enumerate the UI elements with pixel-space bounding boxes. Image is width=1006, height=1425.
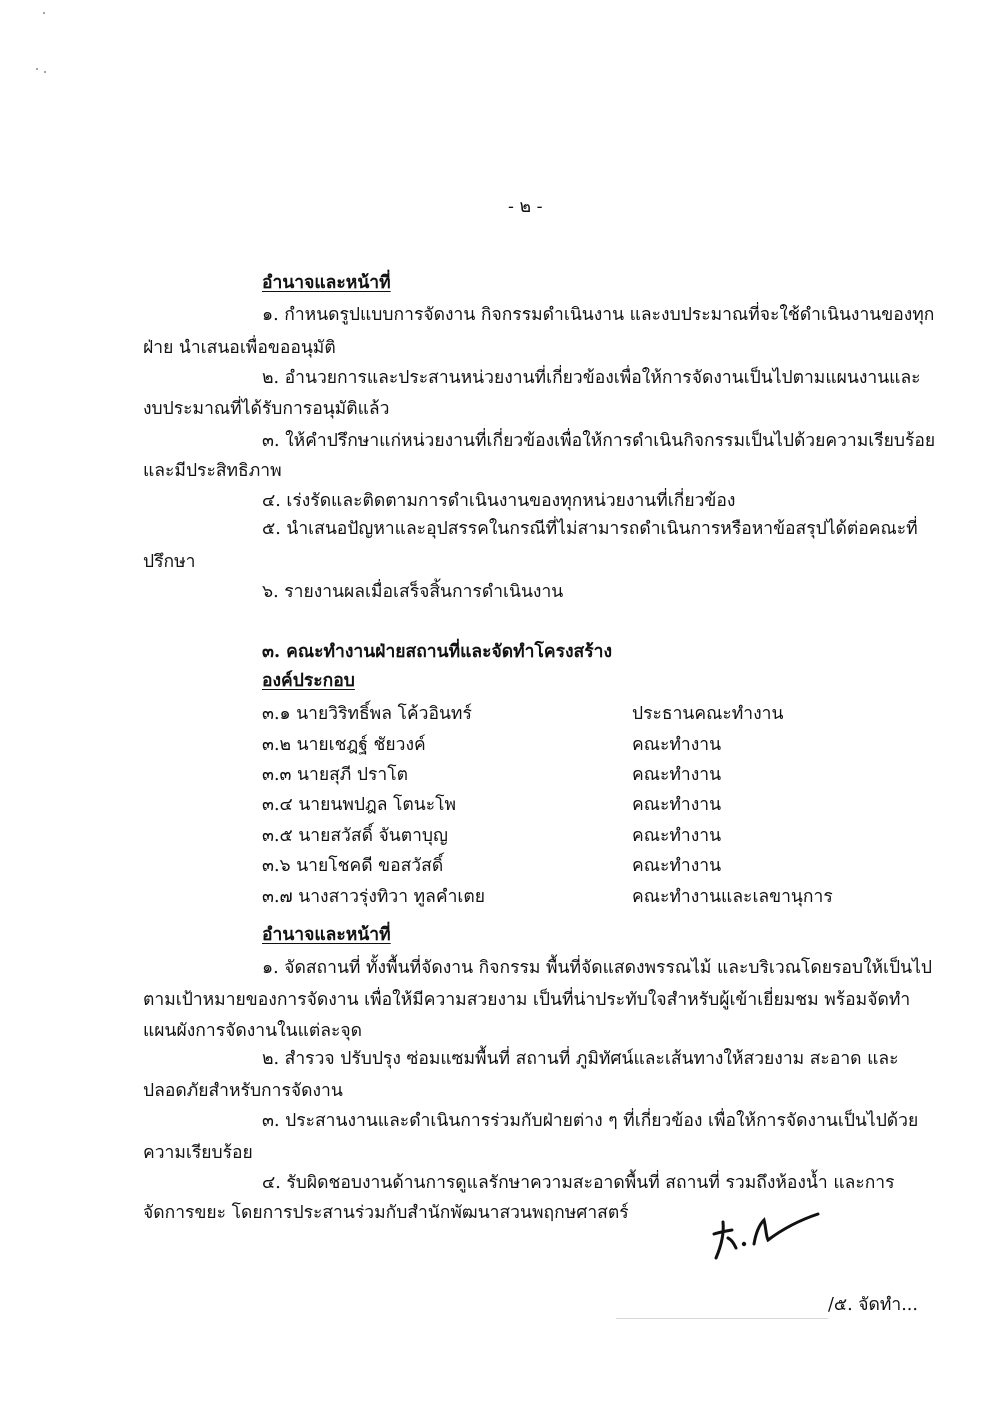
continuation-note: /๕. จัดทำ...: [828, 1295, 918, 1315]
member-role: คณะทำงาน: [632, 795, 722, 815]
s3-duty-1: ๑. จัดสถานที่ ทั้งพื้นที่จัดงาน กิจกรรม พื้นที่จัดแสดงพรรณไม้ และบริเวณโดยรอบให้เป็นไป: [262, 958, 933, 978]
s3-duty-1-cont: แผนผังการจัดงานในแต่ละจุด: [143, 1021, 362, 1041]
scan-speck: [44, 71, 46, 73]
handwritten-signature: [706, 1210, 824, 1266]
duty-item-6: ๖. รายงานผลเมื่อเสร็จสิ้นการดำเนินงาน: [262, 582, 564, 602]
duty-item-2-cont: งบประมาณที่ได้รับการอนุมัติแล้ว: [143, 399, 390, 419]
s3-duty-3: ๓. ประสานงานและดำเนินการร่วมกับฝ่ายต่าง ๆ ที่เกี่ยวข้อง เพื่อให้การจัดงานเป็นไปด้วย: [262, 1111, 919, 1131]
member-role: คณะทำงานและเลขานุการ: [632, 887, 833, 907]
member-name: ๓.๓ นายสุภี ปราโต: [262, 765, 408, 785]
duty-item-5-cont: ปรึกษา: [143, 552, 196, 572]
section2-duties-heading: อำนาจและหน้าที่: [262, 273, 391, 293]
composition-heading: องค์ประกอบ: [262, 671, 355, 691]
signature-line: [616, 1318, 828, 1319]
s3-duty-2: ๒. สำรวจ ปรับปรุง ซ่อมแซมพื้นที่ สถานที่ ภูมิทัศน์และเส้นทางให้สวยงาม สะอาด และ: [262, 1049, 899, 1069]
duty-item-1: ๑. กำหนดรูปแบบการจัดงาน กิจกรรมดำเนินงาน และงบประมาณที่จะใช้ดำเนินงานของทุก: [262, 305, 935, 325]
s3-duty-2-cont: ปลอดภัยสำหรับการจัดงาน: [143, 1081, 343, 1101]
s3-duty-3-cont: ความเรียบร้อย: [143, 1143, 253, 1163]
member-name: ๓.๕ นายสวัสดิ์ จันตาบุญ: [262, 826, 448, 846]
member-role: คณะทำงาน: [632, 735, 722, 755]
member-name: ๓.๔ นายนพปฎล โตนะโพ: [262, 795, 457, 815]
page-number: - ๒ -: [508, 197, 543, 217]
member-name: ๓.๒ นายเชฎฐ์ ชัยวงค์: [262, 735, 426, 755]
scan-speck: [43, 12, 45, 14]
duty-item-2: ๒. อำนวยการและประสานหน่วยงานที่เกี่ยวข้องเพื่อให้การจัดงานเป็นไปตามแผนงานและ: [262, 368, 921, 388]
member-name: ๓.๑ นายวิริทธิ์พล โค้วอินทร์: [262, 704, 472, 724]
duty-item-5: ๕. นำเสนอปัญหาและอุปสรรคในกรณีที่ไม่สามารถดำเนินการหรือหาข้อสรุปได้ต่อคณะที่: [262, 519, 918, 539]
s3-duty-4-cont: จัดการขยะ โดยการประสานร่วมกับสำนักพัฒนาสวนพฤกษศาสตร์: [143, 1203, 629, 1223]
scan-speck: [36, 68, 38, 70]
member-role: คณะทำงาน: [632, 826, 722, 846]
section3-title: ๓. คณะทำงานฝ่ายสถานที่และจัดทำโครงสร้าง: [262, 642, 613, 662]
s3-duty-1-cont: ตามเป้าหมายของการจัดงาน เพื่อให้มีความสวยงาม เป็นที่น่าประทับใจสำหรับผู้เข้าเยี่ยมชม พร้อมจัดทำ: [143, 990, 911, 1010]
duty-item-4: ๔. เร่งรัดและติดตามการดำเนินงานของทุกหน่วยงานที่เกี่ยวข้อง: [262, 491, 736, 511]
section3-duties-heading: อำนาจและหน้าที่: [262, 925, 391, 945]
member-name: ๓.๖ นายโชคดี ขอสวัสดิ์: [262, 856, 444, 876]
member-name: ๓.๗ นางสาวรุ่งทิวา ทูลคำเตย: [262, 887, 486, 907]
member-role: ประธานคณะทำงาน: [632, 704, 784, 724]
member-role: คณะทำงาน: [632, 856, 722, 876]
member-role: คณะทำงาน: [632, 765, 722, 785]
duty-item-1-cont: ฝ่าย นำเสนอเพื่อขออนุมัติ: [143, 338, 336, 358]
s3-duty-4: ๔. รับผิดชอบงานด้านการดูแลรักษาความสะอาดพื้นที่ สถานที่ รวมถึงห้องน้ำ และการ: [262, 1173, 895, 1193]
duty-item-3-cont: และมีประสิทธิภาพ: [143, 461, 282, 481]
duty-item-3: ๓. ให้คำปรึกษาแก่หน่วยงานที่เกี่ยวข้องเพื่อให้การดำเนินกิจกรรมเป็นไปด้วยความเรียบร้อย: [262, 431, 936, 451]
